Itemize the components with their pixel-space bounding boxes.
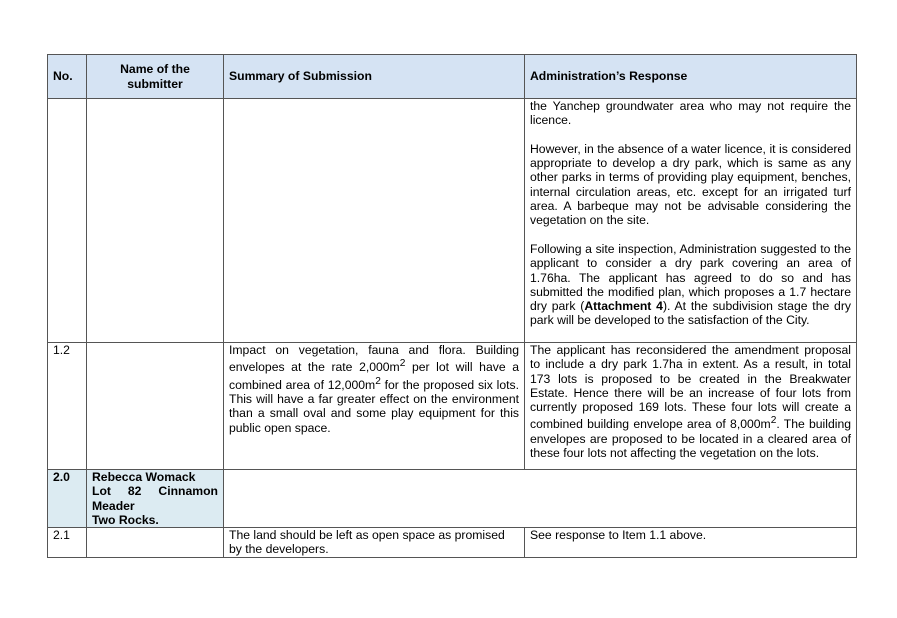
- section-row: [48, 470, 857, 528]
- submitter-suburb: Two Rocks.: [92, 512, 159, 527]
- cell-response: [525, 343, 857, 470]
- section-submitter: [87, 470, 224, 528]
- submitter-name: Rebecca Womack: [92, 470, 196, 484]
- superscript: 2: [375, 375, 381, 387]
- header-row: [48, 55, 857, 99]
- cell-summary: [224, 99, 525, 343]
- summary-text: Impact on vegetation, fauna and flora. Building envelopes at the rate 2,000m: [229, 343, 519, 375]
- cell-summary: [224, 343, 525, 470]
- section-no: 2.0: [48, 470, 87, 528]
- table-row: [48, 343, 857, 470]
- summary-text: for the proposed six lots. This will have a far greater effect on the environment than a small oval and some play equipment for this public open space.: [229, 377, 519, 435]
- response-paragraph: the Yanchep groundwater area who may not require the licence.: [530, 99, 851, 128]
- header-response: Administration’s Response: [525, 55, 857, 99]
- response-text: Following a site inspection, Administration suggested to the applicant to consider a dry park covering an area of 1.76ha. The applicant has agreed to do so and has submitted the modified plan, which proposes a 1.7 hectare dry park (: [530, 241, 851, 314]
- cell-name: [87, 528, 224, 558]
- cell-name: [87, 343, 224, 470]
- response-text: ). At the subdivision stage the dry park will be developed to the satisfaction of the City.: [530, 299, 851, 328]
- submitter-address: Lot 82 Cinnamon Meader: [92, 484, 218, 513]
- response-paragraph: [530, 242, 851, 328]
- header-summary: Summary of Submission: [224, 55, 525, 99]
- cell-no: [48, 99, 87, 343]
- table-row: [48, 99, 857, 343]
- cell-response: See response to Item 1.1 above.: [525, 528, 857, 558]
- response-text: . The building envelopes are proposed to be located in a cleared area of these four lots not affecting the vegetation on the lots.: [530, 417, 852, 461]
- cell-no: 2.1: [48, 528, 87, 558]
- summary-text: per lot will have a combined area of 12,000m: [229, 360, 519, 392]
- superscript: 2: [399, 358, 406, 370]
- superscript: 2: [770, 415, 777, 427]
- cell-response: [525, 99, 857, 343]
- submissions-table: [47, 54, 857, 558]
- section-blank: [224, 470, 857, 528]
- response-text: The applicant has reconsidered the amendment proposal to include a dry park 1.7ha in extent. As a result, in total 173 lots is proposed to be created in the Breakwater Estate. Hence there will be an increase of four lots from currently proposed 169 lots. These four lots will create a combined building envelope area of 8,000m: [530, 343, 851, 432]
- header-no: No.: [48, 55, 87, 99]
- cell-no: 1.2: [48, 343, 87, 470]
- header-name: Name of the submitter: [87, 55, 224, 99]
- attachment-ref: Attachment 4: [584, 299, 663, 314]
- response-paragraph: However, in the absence of a water licence, it is considered appropriate to develop a dry park, which is same as any other parks in terms of providing play equipment, benches, internal circulation areas, etc. except for an irrigated turf area. A barbeque may not be advisable considering the vegetation on the site.: [530, 141, 851, 228]
- cell-summary: The land should be left as open space as promised by the developers.: [224, 528, 525, 558]
- cell-name: [87, 99, 224, 343]
- table-row: [48, 528, 857, 558]
